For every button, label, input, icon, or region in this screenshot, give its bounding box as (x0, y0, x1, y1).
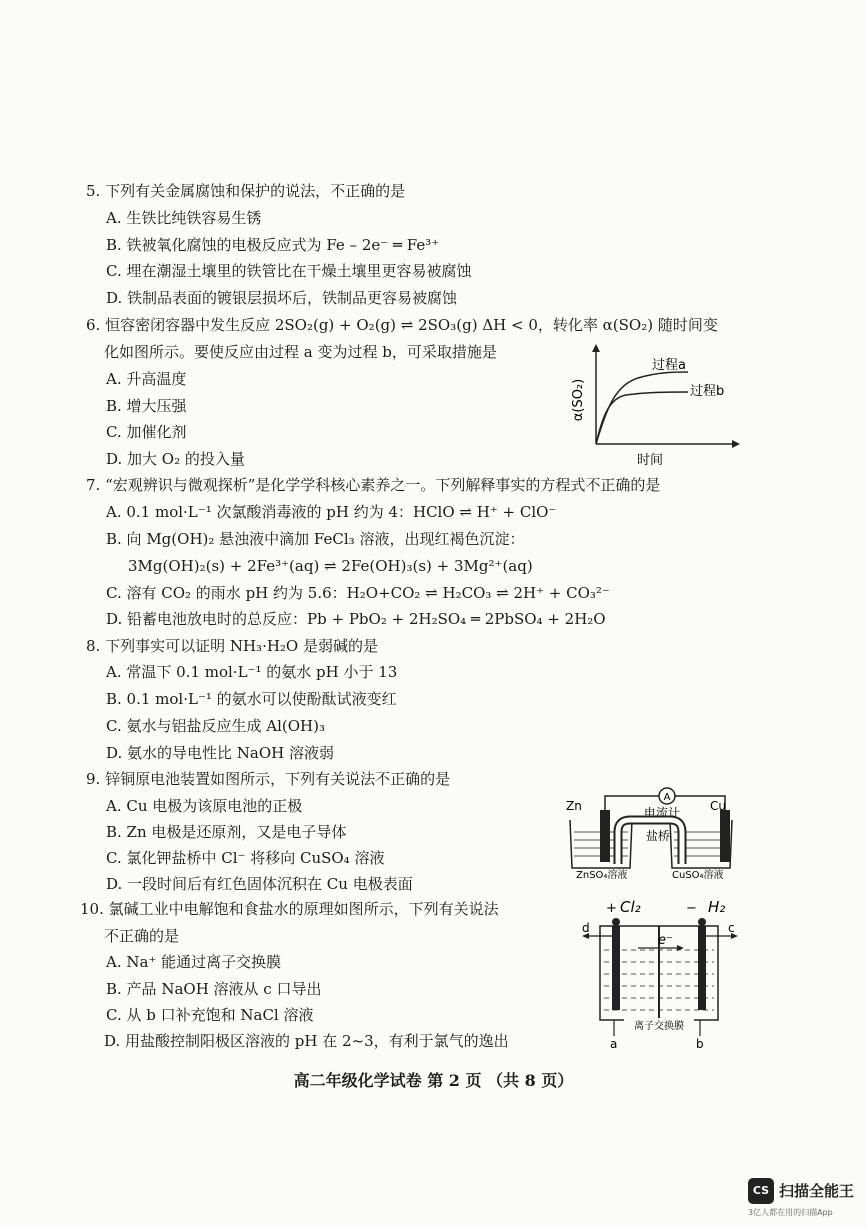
q6-option-b: B. 增大压强 (106, 397, 187, 415)
q10-stem-line2: 不正确的是 (104, 927, 180, 945)
q6-option-c: C. 加催化剂 (106, 423, 187, 441)
ammeter-label: 电流计 (644, 806, 681, 820)
q8-option-d: D. 氨水的导电性比 NaOH 溶液弱 (106, 744, 335, 762)
salt-bridge-label: 盐桥 (646, 829, 671, 843)
cathode-electrode (698, 926, 706, 1010)
camscanner-name: 扫描全能王 (779, 1182, 855, 1200)
port-a-label: a (610, 1037, 618, 1050)
q10-stem-line1: 10. 氯碱工业中电解饱和食盐水的原理如图所示，下列有关说法 (80, 900, 499, 918)
zinc-electrode (600, 810, 610, 862)
curve-process-a (596, 372, 688, 444)
q9-zinc-copper-cell (560, 780, 740, 880)
q5-option-c: C. 埋在潮湿土壤里的铁管比在干燥土壤里更容易被腐蚀 (106, 262, 472, 280)
x-axis-label: 时间 (636, 453, 664, 468)
q6-stem-line1: 6. 恒容密闭容器中发生反应 2SO₂(g) + O₂(g) ⇌ 2SO₃(g) ΔH < 0，转化率 α(SO₂) 随时间变 (86, 316, 718, 334)
y-axis-label: α(SO₂) (571, 378, 586, 422)
ammeter-symbol: A (663, 792, 671, 803)
q6-conversion-graph (570, 340, 745, 468)
q8-option-b: B. 0.1 mol·L⁻¹ 的氨水可以使酚酞试液变红 (106, 690, 397, 708)
cuso4-label: CuSO₄溶液 (672, 870, 724, 880)
zn-label: Zn (566, 799, 582, 813)
q7-option-b-line2: 3Mg(OH)₂(s) + 2Fe³⁺(aq) ⇌ 2Fe(OH)₃(s) + 3Mg²⁺(aq) (128, 557, 533, 575)
camscanner-badge (748, 1176, 862, 1222)
q10-option-d: D. 用盐酸控制阳极区溶液的 pH 在 2~3，有利于氯气的逸出 (104, 1032, 509, 1050)
q9-option-d: D. 一段时间后有红色固体沉积在 Cu 电极表面 (106, 875, 413, 893)
hydrogen-gas-label: H₂ (708, 898, 726, 916)
q8-stem: 8. 下列事实可以证明 NH₃·H₂O 是弱碱的是 (86, 637, 378, 655)
chlorine-gas-label: Cl₂ (620, 898, 641, 916)
camscanner-tagline: 3亿人都在用的扫描App (748, 1208, 833, 1217)
q5-option-b: B. 铁被氧化腐蚀的电极反应式为 Fe – 2e⁻ ═ Fe³⁺ (106, 236, 440, 254)
port-b-label: b (696, 1037, 704, 1050)
membrane-label: 离子交换膜 (634, 1021, 684, 1032)
q9-option-a: A. Cu 电极为该原电池的正极 (106, 797, 303, 815)
znso4-label: ZnSO₄溶液 (576, 870, 628, 880)
q5-option-a: A. 生铁比纯铁容易生锈 (106, 209, 262, 227)
q7-option-c: C. 溶有 CO₂ 的雨水 pH 约为 5.6：H₂O+CO₂ ⇌ H₂CO₃ ⇌ 2H⁺ + CO₃²⁻ (106, 584, 610, 602)
anode-electrode (612, 926, 620, 1010)
camscanner-logo-icon: CS (748, 1178, 774, 1204)
process-b-label: 过程b (690, 384, 725, 399)
process-a-label: 过程a (652, 358, 686, 373)
q9-stem: 9. 锌铜原电池装置如图所示，下列有关说法不正确的是 (86, 770, 451, 788)
electron-label: e⁻ (658, 933, 673, 948)
curve-process-b (596, 392, 688, 444)
anode-plus-sign: + (606, 901, 617, 916)
q10-electrolysis-cell (578, 890, 742, 1050)
q8-option-c: C. 氨水与铝盐反应生成 Al(OH)₃ (106, 717, 325, 735)
q9-option-b: B. Zn 电极是还原剂，又是电子导体 (106, 823, 347, 841)
cu-label: Cu (710, 799, 726, 813)
q6-stem-line2: 化如图所示。要使反应由过程 a 变为过程 b，可采取措施是 (104, 343, 497, 361)
q7-stem: 7. “宏观辨识与微观探析”是化学学科核心素养之一。下列解释事实的方程式不正确的是 (86, 476, 661, 494)
copper-electrode (720, 810, 730, 862)
q10-option-b: B. 产品 NaOH 溶液从 c 口导出 (106, 980, 322, 998)
cathode-minus-sign: − (686, 901, 697, 916)
q5-option-d: D. 铁制品表面的镀银层损坏后，铁制品更容易被腐蚀 (106, 289, 458, 307)
q8-option-a: A. 常温下 0.1 mol·L⁻¹ 的氨水 pH 小于 13 (106, 663, 398, 681)
x-axis-arrow (732, 440, 740, 448)
q7-option-a: A. 0.1 mol·L⁻¹ 次氯酸消毒液的 pH 约为 4：HClO ⇌ H⁺ + ClO⁻ (106, 503, 557, 521)
q6-option-d: D. 加大 O₂ 的投入量 (106, 450, 245, 468)
port-c-label: c (728, 921, 735, 935)
q7-option-d: D. 铅蓄电池放电时的总反应：Pb + PbO₂ + 2H₂SO₄ ═ 2PbSO₄ + 2H₂O (106, 610, 606, 628)
q7-option-b-line1: B. 向 Mg(OH)₂ 悬浊液中滴加 FeCl₃ 溶液，出现红褐色沉淀： (106, 530, 525, 548)
page-footer: 高二年级化学试卷 第 2 页 （共 8 页） (293, 1071, 574, 1090)
q10-option-a: A. Na⁺ 能通过离子交换膜 (106, 953, 282, 971)
q6-option-a: A. 升高温度 (106, 370, 187, 388)
q5-stem: 5. 下列有关金属腐蚀和保护的说法，不正确的是 (86, 182, 406, 200)
q9-option-c: C. 氯化钾盐桥中 Cl⁻ 将移向 CuSO₄ 溶液 (106, 849, 385, 867)
port-d-label: d (582, 921, 590, 935)
y-axis-arrow (592, 344, 600, 352)
q10-option-c: C. 从 b 口补充饱和 NaCl 溶液 (106, 1006, 314, 1024)
